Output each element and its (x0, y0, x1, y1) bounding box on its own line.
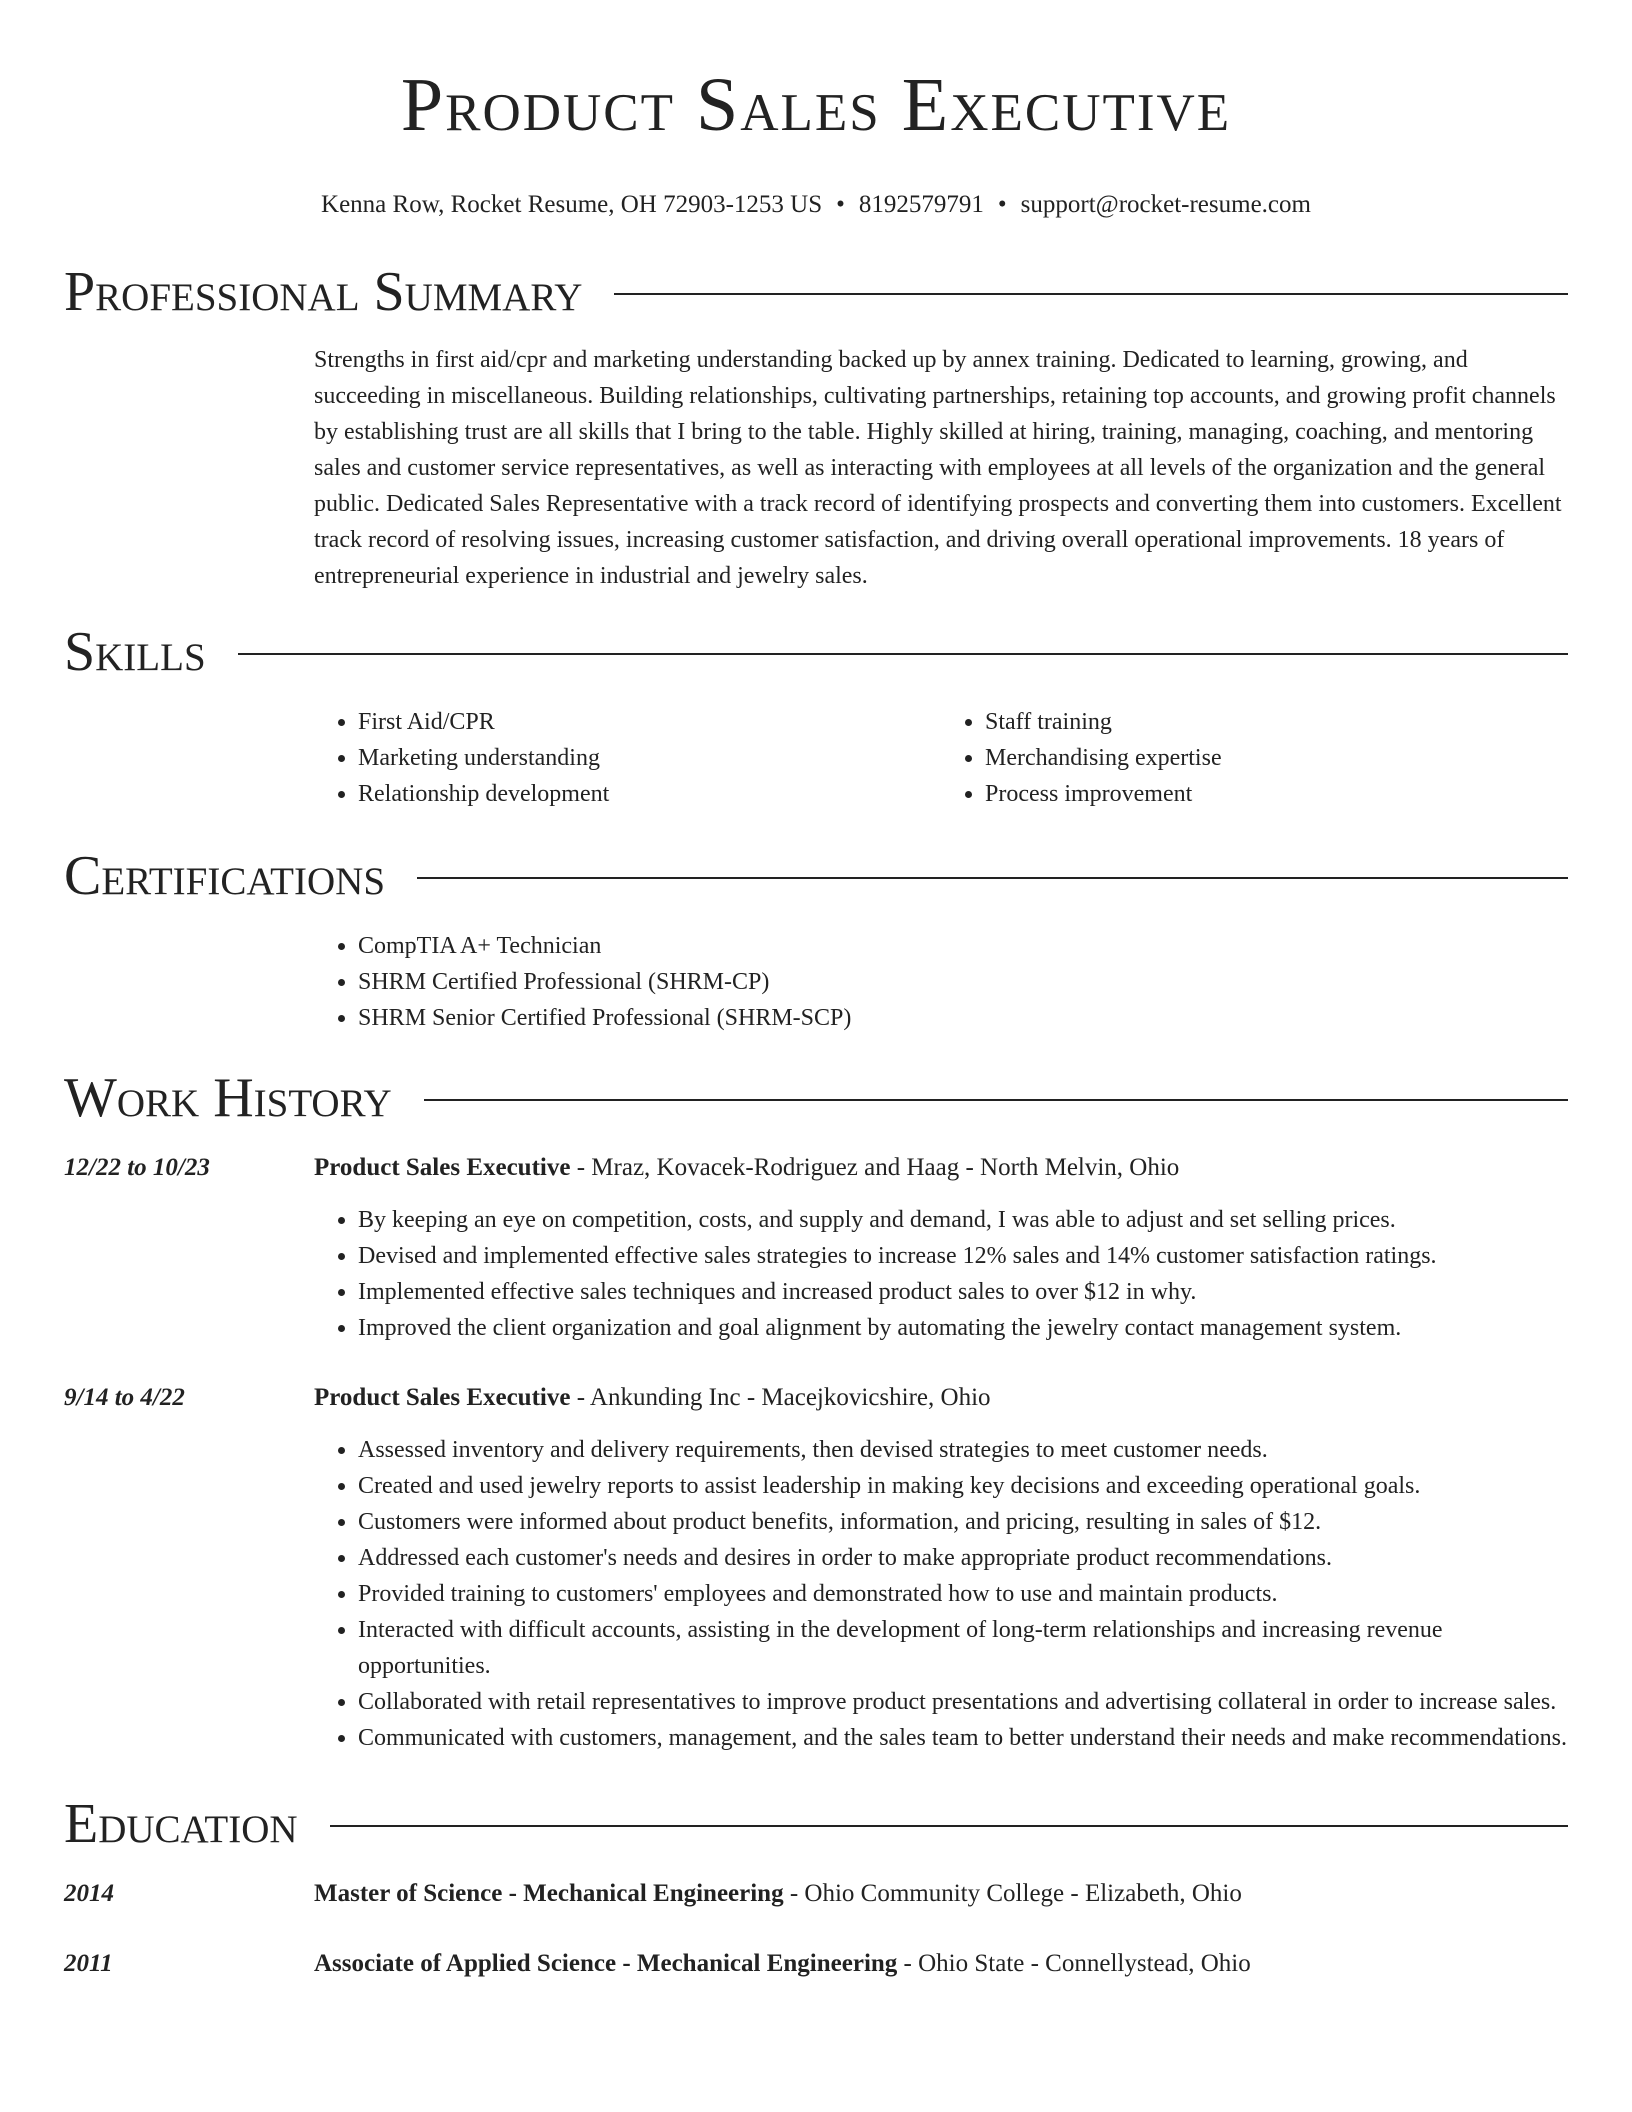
education-school: - Ohio Community College - Elizabeth, Ohio (783, 1880, 1242, 1907)
skills-heading: Skills (64, 621, 206, 683)
education-heading: Education (64, 1793, 298, 1855)
job-employer: - Ankunding Inc - Macejkovicshire, Ohio (570, 1384, 991, 1411)
skill-item: • Marketing understanding (358, 740, 941, 776)
summary-section (64, 260, 1568, 594)
contact-email: support@rocket-resume.com (1020, 191, 1311, 218)
job-bullet: • Interacted with difficult accounts, assisting in the development of long-term relationships and increasing revenue opportunities. (358, 1612, 1568, 1684)
work-history-section (64, 1066, 1568, 1756)
job-bullet: • Collaborated with retail representatives to improve product presentations and advertising collateral in order to increase sales. (358, 1684, 1568, 1720)
certifications-section (64, 844, 1568, 1036)
certification-item: • CompTIA A+ Technician (358, 928, 1568, 964)
section-header (64, 844, 1568, 908)
job-bullets (314, 1202, 1568, 1346)
resume-title: Product Sales Executive (400, 63, 1232, 147)
job-bullet: • Assessed inventory and delivery requirements, then devised strategies to meet customer needs. (358, 1432, 1568, 1468)
summary-heading: Professional Summary (64, 261, 583, 323)
certification-item: • SHRM Senior Certified Professional (SHRM-SCP) (358, 1000, 1568, 1036)
work-history-heading: Work History (64, 1067, 392, 1129)
education-year: 2014 (64, 1880, 114, 1907)
summary-text: Strengths in first aid/cpr and marketing understanding backed up by annex training. Dedicated to learning, growing, and succeeding in miscellaneous. Building relationships, cultivating partnerships, retaining top accounts, and growing profit channels by establishing trust are all skills that I bring to the table. Highly skilled at hiring, training, managing, coaching, and mentoring sales and customer service representatives, as well as interacting with employees at all levels of the organization and the general public. Dedicated Sales Representative with a track record of identifying prospects and converting them into customers. Excellent track record of resolving issues, increasing customer satisfaction, and driving overall operational improvements. 18 years of entrepreneurial experience in industrial and jewelry sales. (314, 347, 1562, 589)
education-school: - Ohio State - Connellystead, Ohio (897, 1950, 1251, 1977)
skill-item: • First Aid/CPR (358, 704, 941, 740)
job-bullet: • Provided training to customers' employees and demonstrated how to use and maintain products. (358, 1576, 1568, 1612)
certifications-list (314, 928, 1568, 1036)
skills-column-right (941, 704, 1568, 812)
job-title: Product Sales Executive (314, 1384, 571, 1411)
section-header (64, 1792, 1568, 1856)
section-header (64, 620, 1568, 684)
job-bullet: • By keeping an eye on competition, costs, and supply and demand, I was able to adjust and set selling prices. (358, 1202, 1568, 1238)
contact-address: Kenna Row, Rocket Resume, OH 72903-1253 US (321, 191, 823, 218)
job-dates: 9/14 to 4/22 (64, 1384, 185, 1411)
job-bullet: • Addressed each customer's needs and desires in order to make appropriate product recommendations. (358, 1540, 1568, 1576)
contact-line (64, 190, 1568, 220)
job-employer: - Mraz, Kovacek-Rodriguez and Haag - North Melvin, Ohio (570, 1154, 1180, 1181)
education-entry (64, 1946, 1568, 1982)
section-header (64, 1066, 1568, 1130)
job-body (314, 1150, 1568, 1346)
skills-section (64, 620, 1568, 812)
education-heading-line (314, 1946, 1251, 1982)
education-degree: Associate of Applied Science - Mechanical Engineering (314, 1950, 898, 1977)
job-bullet: • Improved the client organization and goal alignment by automating the jewelry contact management system. (358, 1310, 1568, 1346)
job-bullets (314, 1432, 1568, 1756)
job-title: Product Sales Executive (314, 1154, 571, 1181)
certification-item: • SHRM Certified Professional (SHRM-CP) (358, 964, 1568, 1000)
section-divider (424, 1099, 1568, 1101)
section-header (64, 260, 1568, 324)
job-heading (314, 1150, 1568, 1186)
section-divider (417, 877, 1568, 879)
job-dates: 12/22 to 10/23 (64, 1154, 210, 1181)
education-entry (64, 1876, 1568, 1912)
job-bullet: • Devised and implemented effective sales strategies to increase 12% sales and 14% customer satisfaction ratings. (358, 1238, 1568, 1274)
education-degree: Master of Science - Mechanical Engineering (314, 1880, 784, 1907)
job-entry (64, 1150, 1568, 1346)
contact-separator: • (836, 191, 845, 218)
section-divider (614, 293, 1568, 295)
contact-separator: • (997, 191, 1007, 218)
certifications-heading: Certifications (64, 845, 386, 907)
job-bullet: • Customers were informed about product benefits, information, and pricing, resulting in sales of $12. (358, 1504, 1568, 1540)
job-body (314, 1380, 1568, 1756)
section-divider (238, 653, 1568, 655)
skills-list (314, 704, 1568, 812)
education-section (64, 1792, 1568, 1982)
skills-column-left (314, 704, 941, 812)
skill-item: • Process improvement (985, 776, 1568, 812)
education-year: 2011 (64, 1950, 113, 1977)
job-heading (314, 1380, 1568, 1416)
skill-item: • Staff training (985, 704, 1568, 740)
skill-item: • Merchandising expertise (985, 740, 1568, 776)
skill-item: • Relationship development (358, 776, 941, 812)
job-bullet: • Created and used jewelry reports to assist leadership in making key decisions and exceeding operational goals. (358, 1468, 1568, 1504)
section-divider (330, 1825, 1568, 1827)
job-entry (64, 1380, 1568, 1756)
contact-phone: 8192579791 (858, 191, 984, 218)
education-heading-line (314, 1876, 1242, 1912)
job-bullet: • Implemented effective sales techniques and increased product sales to over $12 in why. (358, 1274, 1568, 1310)
job-bullet: • Communicated with customers, management, and the sales team to better understand their needs and make recommendations. (358, 1720, 1568, 1756)
